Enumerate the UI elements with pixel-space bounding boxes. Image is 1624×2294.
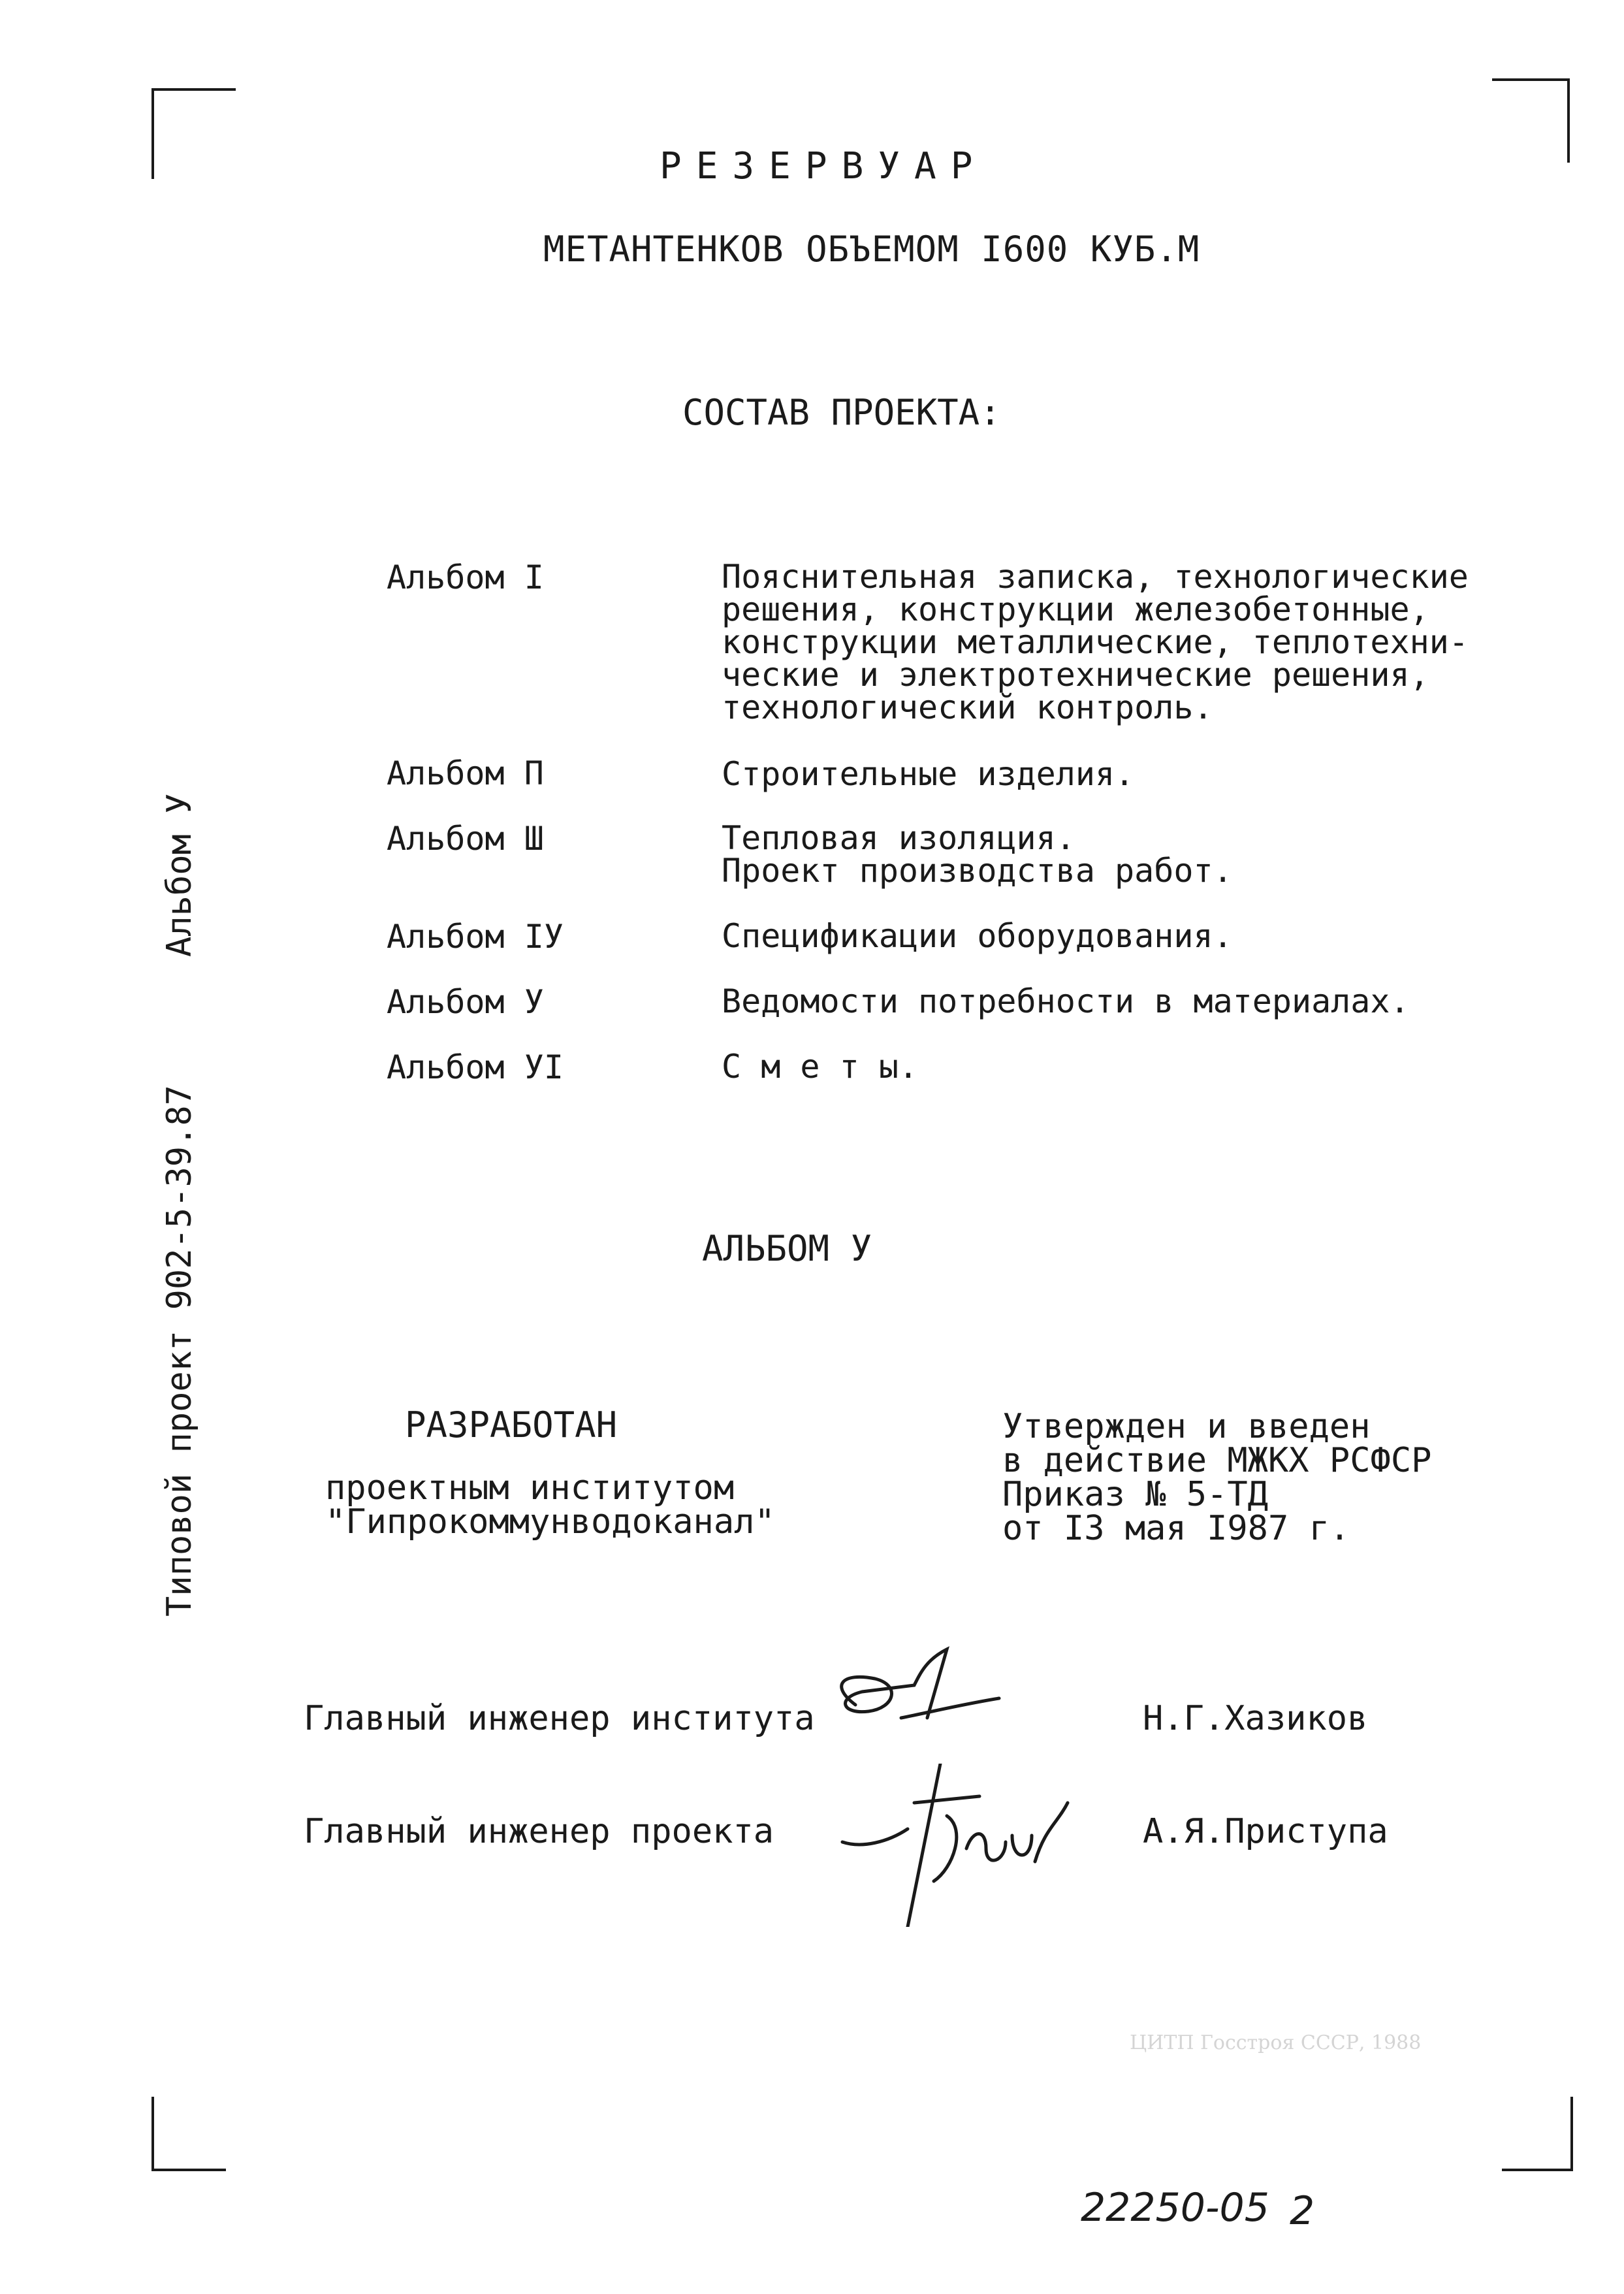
corner-mark-top-right bbox=[1492, 78, 1570, 163]
album-description: Спецификации оборудования. bbox=[722, 917, 1233, 955]
corner-mark-bottom-right bbox=[1502, 2097, 1573, 2171]
album-label: Альбом I bbox=[387, 558, 544, 596]
album-description: Пояснительная записка, технологические решения, конструкции железобетонные, конструкции металлические, теплотехни- ческие и электротехнические решения, технологический контроль. bbox=[722, 558, 1469, 726]
signature-role: Главный инженер института bbox=[304, 1699, 815, 1738]
album-label: Альбом УI bbox=[387, 1048, 564, 1086]
developed-heading: РАЗРАБОТАН bbox=[405, 1404, 618, 1446]
title-line-2: МЕТАНТЕНКОВ ОБЪЕМОМ I600 КУБ.М bbox=[543, 229, 1200, 270]
album-label: Альбом П bbox=[387, 754, 544, 792]
current-album-heading: АЛЬБОМ У bbox=[702, 1228, 872, 1269]
page-number: 2 bbox=[1290, 2188, 1315, 2234]
signature-role: Главный инженер проекта bbox=[304, 1812, 774, 1851]
album-label: Альбом Ш bbox=[387, 820, 544, 858]
corner-mark-top-left bbox=[151, 88, 236, 179]
side-label-project-code: Типовой проект 902-5-39.87 bbox=[160, 1085, 199, 1617]
signer-name: А.Я.Приступа bbox=[1143, 1812, 1388, 1851]
signer-name: Н.Г.Хазиков bbox=[1143, 1699, 1368, 1738]
title-line-1: РЕЗЕРВУАР bbox=[660, 145, 987, 187]
document-number: 22250-05 bbox=[1081, 2185, 1269, 2231]
side-label-album: Альбом У bbox=[160, 793, 199, 957]
album-description: Строительные изделия. bbox=[722, 755, 1135, 793]
album-description: Ведомости потребности в материалах. bbox=[722, 982, 1410, 1020]
contents-heading: СОСТАВ ПРОЕКТА: bbox=[682, 392, 1001, 433]
album-description: С м е т ы. bbox=[722, 1048, 919, 1086]
faint-stamp: ЦИТП Госстроя СССР, 1988 bbox=[1130, 2031, 1422, 2054]
album-description: Тепловая изоляция. Проект производства работ. bbox=[722, 819, 1233, 890]
signature-mark-2 bbox=[836, 1764, 1071, 1927]
corner-mark-bottom-left bbox=[151, 2097, 226, 2171]
approval-text: Утвержден и введен в действие МЖКХ РСФСР Приказ № 5-ТД от I3 мая I987 г. bbox=[1002, 1407, 1432, 1548]
album-label: Альбом У bbox=[387, 983, 544, 1021]
album-label: Альбом IУ bbox=[387, 918, 564, 956]
developed-by: проектным институтом "Гипрокоммунводоканал" bbox=[325, 1468, 775, 1542]
signature-mark-1 bbox=[816, 1646, 1012, 1744]
